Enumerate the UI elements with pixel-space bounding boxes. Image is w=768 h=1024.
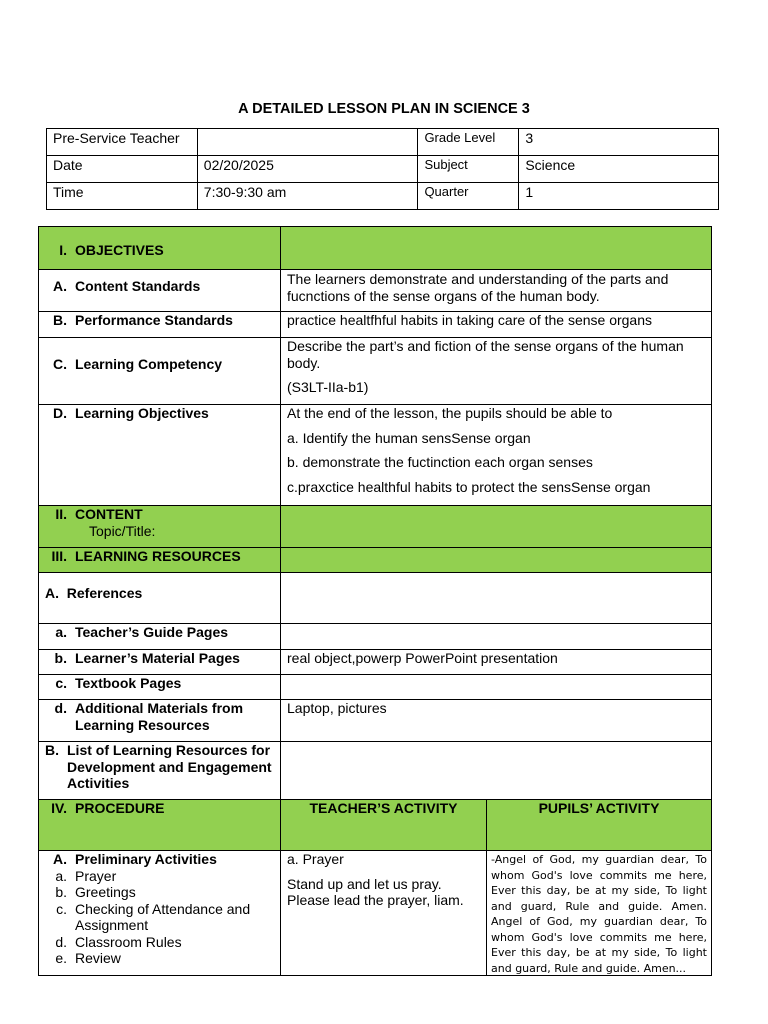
row-label: Textbook Pages bbox=[75, 675, 182, 691]
info-value: 1 bbox=[519, 183, 719, 210]
row-additional-materials: d. Additional Materials from Learning Resources Laptop, pictures bbox=[39, 700, 712, 742]
preliminary-list bbox=[45, 868, 274, 967]
info-label: Quarter bbox=[418, 183, 519, 210]
section-heading-blank bbox=[281, 227, 712, 270]
row-label: Teacher’s Guide Pages bbox=[75, 624, 229, 640]
row-list-resources: B. List of Learning Resources for Development and Engagement Activities bbox=[39, 742, 712, 800]
objective-item: a. Identify the human sensSense organ bbox=[287, 429, 531, 446]
list-item: d. Classroom Rules bbox=[55, 933, 182, 950]
section-heading: PROCEDURE bbox=[75, 800, 165, 816]
list-item: b. Greetings bbox=[55, 884, 136, 900]
row-value: Laptop, pictures bbox=[281, 700, 712, 742]
row-value: real object,powerp PowerPoint presentation bbox=[281, 650, 712, 675]
row-preliminary: A. Preliminary Activities a. Prayer b. Greetings c. Checking of Attendance and Assignment d. Classroom Rules e. Review a. Prayer Stand up and let us pray. Please lead the prayer, liam. -Angel of God, my guardian dear, To whom God's love commits me here, Ever this day, be at my side, To light and guard, Rule and guide. Amen. Angel of God, my guardian dear, To whom God's love commits me here, Ever this day, be at my side, To light and guard, Rule and guide. Amen... bbox=[39, 851, 712, 976]
row-label: List of Learning Resources for Development and Engagement Activities bbox=[67, 742, 272, 791]
row-value: practice healtfhful habits in taking care of the sense organs bbox=[281, 312, 712, 338]
info-row-date bbox=[47, 156, 719, 183]
row-textbook: c. Textbook Pages bbox=[39, 675, 712, 700]
row-label: Performance Standards bbox=[75, 312, 233, 328]
objective-item: b. demonstrate the fuctinction each organ senses bbox=[287, 454, 593, 470]
row-value bbox=[281, 675, 712, 700]
teacher-activity-heading: TEACHER’S ACTIVITY bbox=[281, 800, 487, 851]
row-label: Additional Materials from Learning Resources bbox=[75, 700, 244, 733]
row-label: Preliminary Activities bbox=[75, 851, 217, 867]
list-item: c. Checking of Attendance and Assignment bbox=[56, 900, 251, 933]
info-label: Subject bbox=[418, 156, 519, 183]
info-label: Grade Level bbox=[418, 129, 519, 156]
info-value: 7:30-9:30 am bbox=[197, 183, 418, 210]
row-learning-objectives: D. Learning Objectives At the end of the lesson, the pupils should be able to a. Identify the human sensSense organ b. demonstrate the fuctinction each organ senses c.praxctice healthful habits to protect the sensSense organ bbox=[39, 405, 712, 506]
info-value: 02/20/2025 bbox=[197, 156, 418, 183]
content-topic-label: Topic/Title: bbox=[89, 522, 156, 539]
info-value bbox=[197, 129, 418, 156]
section-content: II. CONTENT Topic/Title: bbox=[39, 506, 712, 548]
row-label: Learner’s Material Pages bbox=[75, 650, 240, 666]
teacher-activity-head: a. Prayer bbox=[287, 851, 344, 867]
content-topic-value bbox=[281, 506, 712, 548]
info-value: 3 bbox=[519, 129, 719, 156]
row-learning-competency: C. Learning Competency Describe the part’s and fiction of the sense organs of the human body. (S3LT-IIa-b1) bbox=[39, 338, 712, 405]
section-heading: LEARNING RESOURCES bbox=[75, 548, 241, 564]
competency-text: Describe the part’s and fiction of the sense organs of the human body. bbox=[287, 338, 684, 371]
row-label: Learning Objectives bbox=[75, 405, 209, 421]
row-content-standards: A. Content Standards The learners demonstrate and understanding of the parts and fucnctions of the sense organs of the human body. bbox=[39, 270, 712, 312]
row-references: A. References bbox=[39, 573, 712, 624]
section-heading: I. OBJECTIVES bbox=[39, 227, 281, 270]
row-label: Content Standards bbox=[75, 278, 201, 294]
row-learners-material: b. Learner’s Material Pages real object,powerp PowerPoint presentation bbox=[39, 650, 712, 675]
objective-item: c.praxctice healthful habits to protect the sensSense organ bbox=[287, 478, 651, 495]
page-title: A DETAILED LESSON PLAN IN SCIENCE 3 bbox=[238, 101, 530, 117]
lesson-plan-table bbox=[38, 226, 712, 976]
objectives-intro: At the end of the lesson, the pupils should be able to bbox=[287, 405, 613, 421]
row-performance-standards: B. Performance Standards practice healtfhful habits in taking care of the sense organs bbox=[39, 312, 712, 338]
section-heading: CONTENT bbox=[75, 506, 143, 522]
info-row-teacher bbox=[47, 129, 719, 156]
info-label: Date bbox=[47, 156, 198, 183]
list-item: a. Prayer bbox=[55, 867, 117, 884]
info-label: Pre-Service Teacher bbox=[47, 129, 198, 156]
teacher-activity-text: Stand up and let us pray. Please lead the prayer, liam. bbox=[287, 875, 464, 908]
section-procedure: IV. PROCEDURE TEACHER’S ACTIVITY PUPILS’ ACTIVITY bbox=[39, 800, 712, 851]
competency-code: (S3LT-IIa-b1) bbox=[287, 379, 369, 395]
info-table bbox=[46, 128, 719, 210]
list-item: e. Review bbox=[55, 950, 121, 966]
pupils-activity-heading: PUPILS’ ACTIVITY bbox=[487, 800, 712, 851]
row-teachers-guide: a. Teacher’s Guide Pages bbox=[39, 624, 712, 650]
row-label: References bbox=[66, 585, 143, 601]
row-value bbox=[281, 624, 712, 650]
section-objectives bbox=[39, 227, 712, 270]
row-value: The learners demonstrate and understanding of the parts and fucnctions of the sense organs of the human body. bbox=[281, 270, 712, 312]
info-value: Science bbox=[519, 156, 719, 183]
info-row-time bbox=[47, 183, 719, 210]
pupils-activity-text: -Angel of God, my guardian dear, To whom God's love commits me here, Ever this day, be at my side, To light and guard, Rule and guide. Amen. Angel of God, my guardian dear, To whom God's love commits me here, Ever this day, be at my side, To light and guard, Rule and guide. Amen... bbox=[491, 853, 707, 975]
section-resources: III. LEARNING RESOURCES bbox=[39, 548, 712, 573]
info-label: Time bbox=[47, 183, 198, 210]
row-label: Learning Competency bbox=[75, 356, 223, 372]
